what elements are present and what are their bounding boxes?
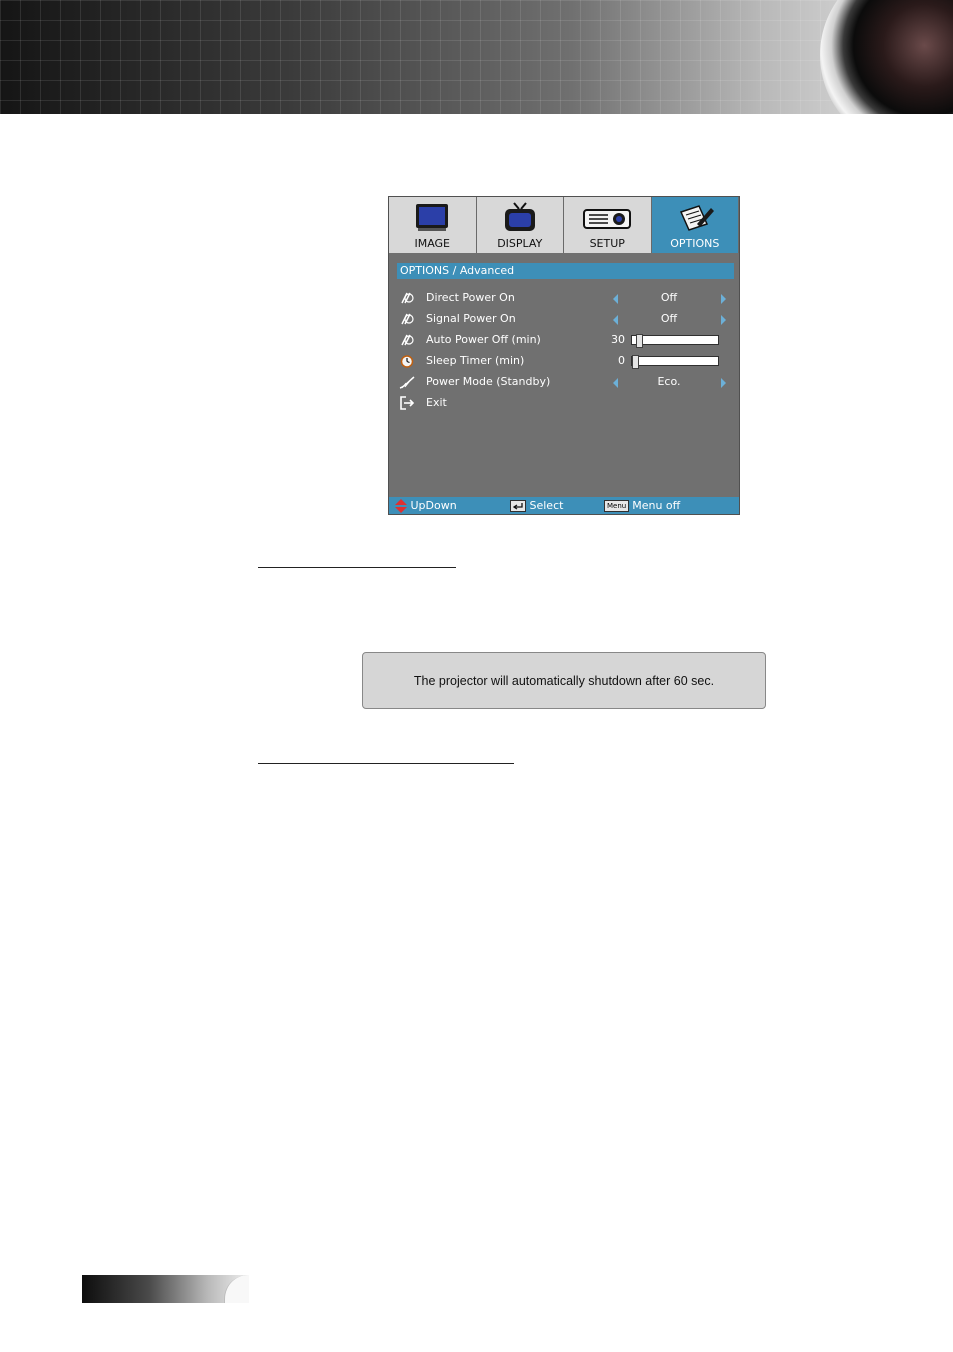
header-banner — [0, 0, 953, 114]
menu-item-value: 30 — [611, 333, 625, 346]
tab-display-label: DISPLAY — [497, 237, 543, 250]
menu-item-exit[interactable] — [399, 393, 734, 413]
arrow-right-icon[interactable] — [721, 294, 726, 304]
arrow-right-icon[interactable] — [721, 315, 726, 325]
footer-menu-off-label: Menu off — [632, 499, 681, 512]
footer-select — [510, 497, 563, 514]
menu-item-label: Auto Power Off (min) — [426, 333, 541, 346]
menu-item-value: 0 — [618, 354, 625, 367]
sleep-timer-slider[interactable] — [631, 356, 719, 366]
power-plug-icon — [399, 291, 415, 305]
exit-icon — [399, 396, 415, 410]
enter-key-icon — [510, 500, 526, 512]
tab-options-label: OPTIONS — [670, 237, 720, 250]
footer-updown — [395, 497, 457, 514]
menu-item-value: Off — [660, 312, 678, 325]
menu-item-label: Exit — [426, 396, 447, 409]
menu-item-direct-power-on[interactable] — [399, 288, 734, 308]
menu-item-power-mode[interactable] — [399, 372, 734, 392]
tab-image[interactable] — [389, 197, 477, 253]
tab-options[interactable] — [652, 197, 740, 253]
clock-icon — [399, 354, 415, 368]
tab-setup[interactable] — [564, 197, 652, 253]
slider-knob[interactable] — [636, 334, 643, 348]
projector-icon — [582, 202, 632, 232]
menu-item-sleep-timer[interactable] — [399, 351, 734, 371]
power-plug-icon — [399, 312, 415, 326]
menu-item-label: Direct Power On — [426, 291, 515, 304]
menu-item-value: Off — [660, 291, 678, 304]
page-footer-tab — [82, 1275, 249, 1303]
menu-item-value: Eco. — [657, 375, 681, 388]
banner-grid-pattern — [0, 0, 953, 114]
tab-display[interactable] — [477, 197, 565, 253]
arrow-left-icon[interactable] — [613, 378, 618, 388]
arrow-left-icon[interactable] — [613, 315, 618, 325]
osd-menu — [388, 196, 740, 515]
footer-menu-off — [604, 497, 680, 514]
auto-power-off-slider[interactable] — [631, 335, 719, 345]
power-curve-icon — [399, 375, 415, 389]
menu-item-auto-power-off[interactable] — [399, 330, 734, 350]
tv-icon — [502, 202, 538, 234]
monitor-icon — [414, 202, 450, 232]
arrow-left-icon[interactable] — [613, 294, 618, 304]
osd-tab-bar — [389, 197, 739, 253]
projector-lens-image — [820, 0, 953, 114]
slider-knob[interactable] — [632, 355, 639, 369]
menu-item-label: Sleep Timer (min) — [426, 354, 525, 367]
heading-underline — [258, 763, 514, 764]
power-plug-icon — [399, 333, 415, 347]
heading-underline — [258, 567, 456, 568]
menu-item-label: Signal Power On — [426, 312, 516, 325]
footer-select-label: Select — [529, 499, 564, 512]
footer-updown-label: UpDown — [410, 499, 457, 512]
breadcrumb: OPTIONS / Advanced — [397, 263, 734, 279]
osd-footer — [389, 497, 739, 514]
updown-arrows-icon — [395, 499, 407, 513]
menu-item-label: Power Mode (Standby) — [426, 375, 551, 388]
tab-image-label: IMAGE — [414, 237, 451, 250]
notepad-pencil-icon — [675, 202, 715, 234]
arrow-right-icon[interactable] — [721, 378, 726, 388]
menu-key-icon: Menu — [604, 500, 629, 512]
shutdown-notice: The projector will automatically shutdown after 60 sec. — [362, 652, 766, 709]
tab-setup-label: SETUP — [589, 237, 625, 250]
menu-item-signal-power-on[interactable] — [399, 309, 734, 329]
